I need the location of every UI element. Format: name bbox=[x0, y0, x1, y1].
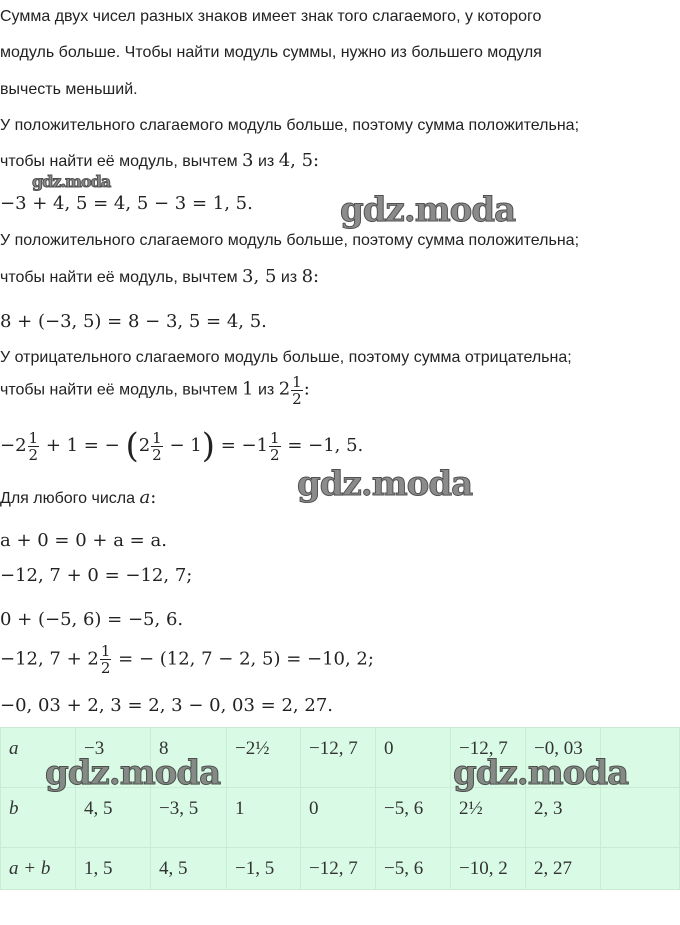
fraction: $\frac{1}{2}$ bbox=[292, 373, 302, 408]
table-cell: −1, 5 bbox=[227, 848, 301, 890]
equation: 8 + (−3, 5) = 8 − 3, 5 = 4, 5. bbox=[0, 311, 267, 332]
table-cell: 4, 5 bbox=[151, 848, 227, 890]
fraction: $\frac{1}{2}$ bbox=[28, 428, 39, 464]
math: 1 bbox=[242, 378, 254, 400]
equation: −0, 03 + 2, 3 = 2, 3 − 0, 03 = 2, 27. bbox=[0, 695, 333, 716]
watermark: gdz.moda bbox=[453, 753, 629, 793]
text: чтобы найти её модуль, вычтем bbox=[0, 381, 238, 399]
text: из bbox=[280, 269, 298, 286]
math: : bbox=[313, 266, 320, 287]
table-cell bbox=[601, 848, 680, 890]
table-cell: −2½ bbox=[227, 728, 301, 788]
table-cell: 2½ bbox=[451, 788, 526, 848]
row-label: a bbox=[1, 728, 76, 788]
table-cell: 1, 5 bbox=[76, 848, 151, 890]
table-cell: −12, 7 bbox=[301, 728, 376, 788]
equation: −12, 7 + 2 $\frac{1}{2}$ = − (12, 7 − 2, 5) = −10, 2; bbox=[0, 642, 374, 677]
text-line: Сумма двух чисел разных знаков имеет знак того слагаемого, у которого bbox=[0, 8, 542, 25]
text-line: У положительного слагаемого модуль больше, поэтому сумма положительна; bbox=[0, 117, 580, 134]
text: чтобы найти её модуль, вычтем bbox=[0, 269, 238, 286]
fraction: $\frac{1}{2}$ bbox=[100, 642, 111, 677]
results-table bbox=[0, 727, 680, 890]
math: 4, 5 bbox=[278, 150, 314, 171]
watermark: gdz.moda bbox=[297, 464, 473, 504]
text: из bbox=[257, 381, 275, 399]
table-cell: 0 bbox=[301, 788, 376, 848]
text-line: модуль больше. Чтобы найти модуль суммы, нужно из большего модуля bbox=[0, 44, 542, 61]
math: : bbox=[313, 150, 320, 171]
table-cell: 1 bbox=[227, 788, 301, 848]
math: 8 bbox=[301, 266, 314, 287]
table-cell: −12, 7 bbox=[301, 848, 376, 890]
equation: −2 $\frac{1}{2}$ + 1 = − (2 $\frac{1}{2}$ − 1) = −1 $\frac{1}{2}$ = −1, 5. bbox=[0, 426, 364, 466]
row-label: b bbox=[1, 788, 76, 848]
watermark: gdz.moda bbox=[45, 753, 221, 793]
table-cell: 2, 27 bbox=[526, 848, 601, 890]
equation: 0 + (−5, 6) = −5, 6. bbox=[0, 609, 184, 630]
table-row bbox=[1, 848, 680, 890]
text-line: Для любого числа a: bbox=[0, 487, 157, 508]
text-line: вычесть меньший. bbox=[0, 81, 138, 98]
table-cell: −3 bbox=[76, 728, 151, 788]
table-cell: 2, 3 bbox=[526, 788, 601, 848]
table-row bbox=[1, 788, 680, 848]
table-cell: 4, 5 bbox=[76, 788, 151, 848]
table-cell: −12, 7 bbox=[451, 728, 526, 788]
text: из bbox=[257, 153, 275, 170]
fraction: $\frac{1}{2}$ bbox=[152, 428, 162, 464]
equation: −12, 7 + 0 = −12, 7; bbox=[0, 565, 193, 586]
watermark: gdz.moda bbox=[32, 172, 111, 191]
equation: a + 0 = 0 + a = a. bbox=[0, 530, 167, 551]
table-cell: −5, 6 bbox=[376, 848, 451, 890]
text-line: У отрицательного слагаемого модуль больше, поэтому сумма отрицательна; bbox=[0, 349, 572, 366]
text-line: У положительного слагаемого модуль больше, поэтому сумма положительна; bbox=[0, 232, 580, 249]
math: 3, 5 bbox=[242, 266, 277, 287]
table-cell: −5, 6 bbox=[376, 788, 451, 848]
math: 3 bbox=[242, 150, 254, 171]
table-cell bbox=[601, 788, 680, 848]
watermark: gdz.moda bbox=[340, 190, 516, 230]
table-cell: −10, 2 bbox=[451, 848, 526, 890]
table-cell: −0, 03 bbox=[526, 728, 601, 788]
table-cell: 8 bbox=[151, 728, 227, 788]
equation: −3 + 4, 5 = 4, 5 − 3 = 1, 5. bbox=[0, 193, 253, 214]
text: чтобы найти её модуль, вычтем bbox=[0, 153, 238, 170]
table-cell: 0 bbox=[376, 728, 451, 788]
text-line bbox=[0, 150, 319, 171]
table-cell: −3, 5 bbox=[151, 788, 227, 848]
text-line: чтобы найти её модуль, вычтем 1 из 2 $\frac{1}{2}$ : bbox=[0, 373, 310, 408]
row-label: a + b bbox=[1, 848, 76, 890]
fraction: $\frac{1}{2}$ bbox=[270, 428, 280, 464]
text-line bbox=[0, 266, 319, 287]
math: 2 bbox=[278, 378, 291, 400]
